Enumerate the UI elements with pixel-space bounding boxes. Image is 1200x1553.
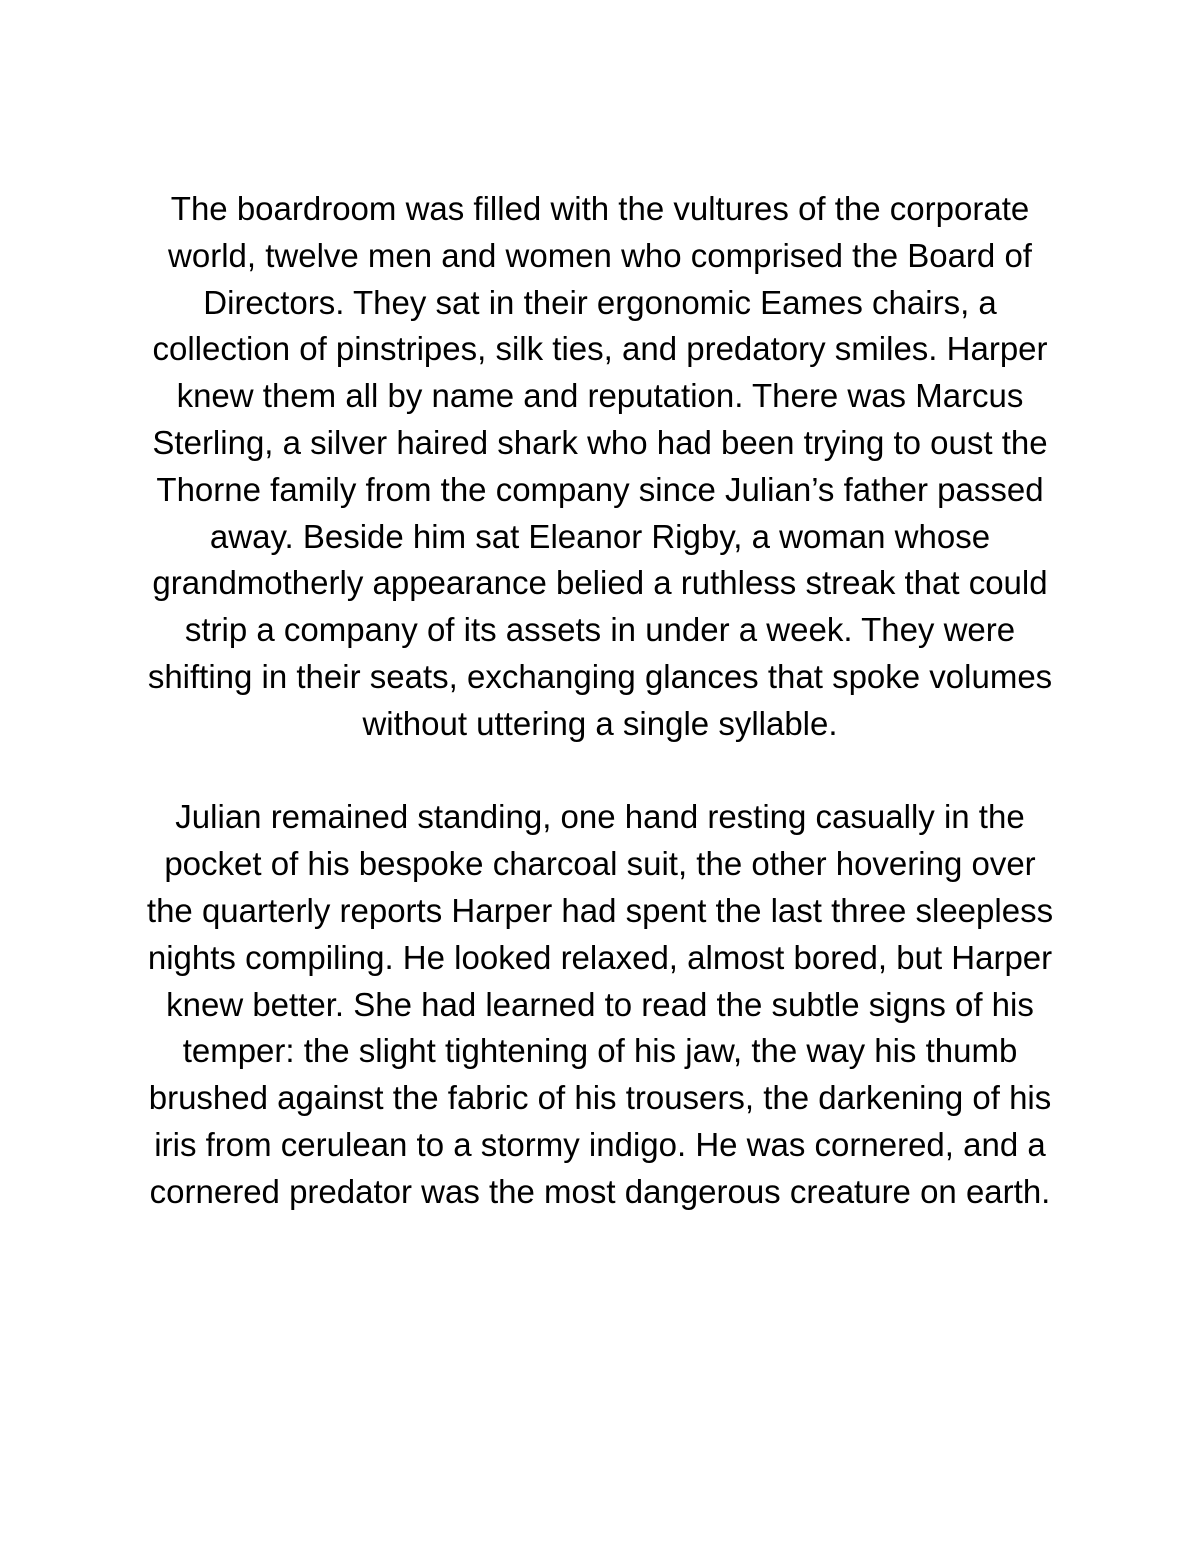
paragraph-2: Julian remained standing, one hand resting casually in the pocket of his bespoke charcoal suit, the other hovering over the quarterly reports Harper had spent the last three sleepless nights compiling. He looked relaxed, almost bored, but Harper knew better. She had learned to read the subtle signs of his temper: the slight tightening of his jaw, the way his thumb brushed against the fabric of his trousers, the darkening of his iris from cerulean to a stormy indigo. He was cornered, and a cornered predator was the most dangerous creature on earth. [146, 798, 1054, 1210]
paragraph-1: The boardroom was filled with the vultures of the corporate world, twelve men and women who comprised the Board of Directors. They sat in their ergonomic Eames chairs, a collection of pinstripes, silk ties, and predatory smiles. Harper knew them all by name and reputation. There was Marcus Sterling, a silver haired shark who had been trying to oust the Thorne family from the company since Julian’s father passed away. Beside him sat Eleanor Rigby, a woman whose grandmotherly appearance belied a ruthless streak that could strip a company of its assets in under a week. They were shifting in their seats, exchanging glances that spoke volumes without uttering a single syllable. [147, 190, 1053, 742]
document-body [140, 186, 1060, 1216]
